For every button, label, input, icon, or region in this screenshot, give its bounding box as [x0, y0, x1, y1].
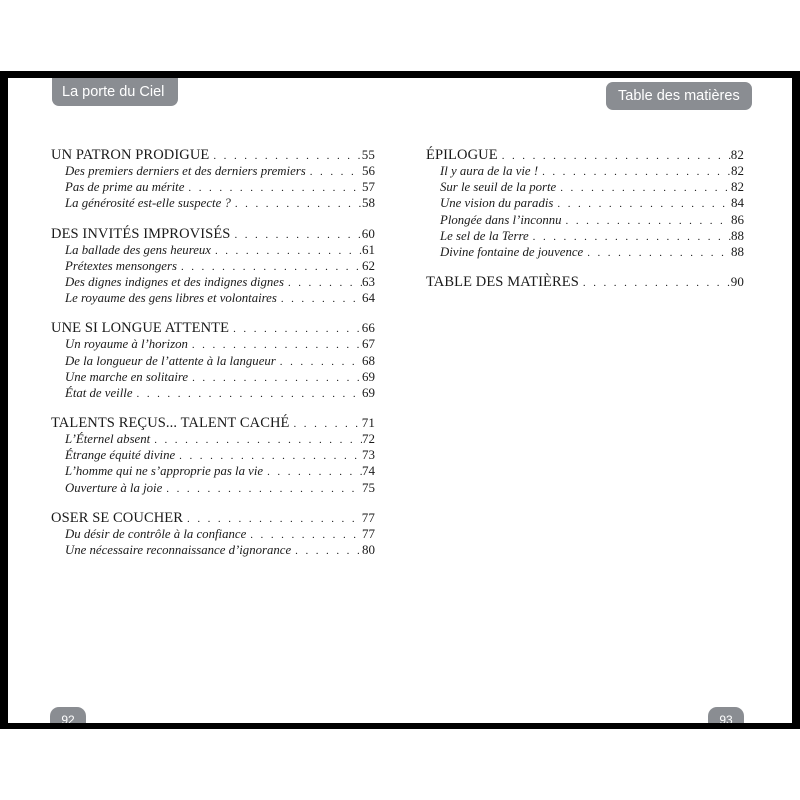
dot-leader — [188, 370, 362, 386]
toc-chapter-title: OSER SE COUCHER — [51, 509, 184, 526]
toc-subentry — [51, 447, 375, 463]
dot-leader — [231, 196, 362, 212]
toc-subentry — [51, 179, 375, 195]
toc-subentry-title: Le sel de la Terre — [440, 228, 529, 243]
toc-chapter-page: 60 — [361, 225, 375, 241]
toc-chapter — [51, 225, 375, 242]
toc-chapter-page: 77 — [361, 509, 375, 525]
dot-leader — [211, 243, 362, 259]
toc-subentry-page: 61 — [362, 241, 375, 257]
toc-subentry — [51, 385, 375, 401]
toc-subentry-page: 74 — [362, 463, 375, 479]
toc-subentry-page: 68 — [362, 352, 375, 368]
toc-chapter-title: TALENTS REÇUS... TALENT CACHÉ — [51, 415, 290, 432]
toc-subentry-page: 63 — [362, 273, 375, 289]
running-header-left: La porte du Ciel — [52, 78, 178, 106]
toc-subentry-page: 77 — [362, 525, 375, 541]
dot-leader — [284, 275, 362, 291]
dot-leader — [177, 259, 362, 275]
dot-leader — [306, 164, 362, 180]
toc-subentry-title: Du désir de contrôle à la confiance — [65, 526, 247, 541]
dot-leader — [277, 291, 362, 307]
toc-chapter — [51, 319, 375, 336]
toc-subentry-title: L’Éternel absent — [65, 432, 151, 447]
dot-leader — [229, 321, 362, 338]
book-spread — [8, 78, 792, 723]
toc-chapter — [426, 273, 744, 290]
toc-subentry — [51, 353, 375, 369]
dot-leader — [276, 354, 362, 370]
toc-subentry — [51, 480, 375, 496]
toc-chapter-page: 71 — [361, 415, 375, 431]
toc-subentry-title: La générosité est-elle suspecte ? — [65, 196, 231, 211]
page-number-right: 93 — [708, 707, 744, 723]
toc-section — [426, 146, 744, 260]
dot-leader — [538, 164, 731, 180]
toc-subentry — [426, 244, 744, 260]
toc-chapter-page: 90 — [730, 274, 744, 290]
toc-chapter-title: ÉPILOGUE — [426, 147, 498, 163]
toc-section — [51, 146, 375, 212]
dot-leader — [246, 527, 362, 543]
toc-chapter — [426, 146, 744, 163]
toc-subentry-title: Une marche en solitaire — [65, 369, 189, 384]
toc-chapter — [51, 509, 375, 526]
toc-chapter-page: 82 — [730, 147, 744, 162]
toc-subentry-page: 88 — [731, 243, 744, 259]
toc-subentry-title: Ouverture à la joie — [65, 480, 163, 495]
toc-subentry-page: 88 — [731, 227, 744, 243]
toc-subentry-page: 84 — [731, 195, 744, 211]
toc-subentry-title: De la longueur de l’attente à la langueur — [65, 353, 276, 368]
dot-leader — [263, 464, 362, 480]
toc-subentry-page: 69 — [362, 368, 375, 384]
toc-subentry-page: 86 — [731, 211, 744, 227]
page-number-left: 92 — [50, 707, 86, 723]
toc-section — [51, 319, 375, 401]
toc-subentry — [51, 258, 375, 274]
toc-subentry-page: 62 — [362, 257, 375, 273]
toc-subentry-title: Étrange équité divine — [65, 448, 176, 463]
dot-leader — [553, 196, 731, 212]
toc-subentry-title: L’homme qui ne s’approprie pas la vie — [65, 464, 264, 479]
toc-subentry-title: Prétextes mensongers — [65, 258, 177, 273]
toc-subentry — [51, 290, 375, 306]
dot-leader — [188, 337, 362, 353]
toc-chapter-title: UN PATRON PRODIGUE — [51, 147, 210, 163]
toc-subentry-page: 69 — [362, 384, 375, 400]
dot-leader — [291, 543, 362, 559]
toc-chapter-title: DES INVITÉS IMPROVISÉS — [51, 225, 231, 242]
toc-subentry — [51, 242, 375, 258]
toc-subentry — [426, 228, 744, 244]
toc-subentry-page: 57 — [362, 179, 375, 195]
toc-subentry-title: État de veille — [65, 385, 133, 400]
toc-subentry — [426, 179, 744, 195]
toc-chapter-page: 55 — [361, 147, 375, 162]
toc-subentry-title: Des premiers derniers et des derniers premiers — [65, 164, 306, 178]
page-frame — [0, 71, 800, 729]
toc-subentry-page: 82 — [731, 163, 744, 178]
toc-subentry-page: 82 — [731, 179, 744, 195]
toc-column-right — [426, 146, 744, 303]
toc-chapter-title: UNE SI LONGUE ATTENTE — [51, 320, 230, 337]
toc-subentry-title: Il y aura de la vie ! — [440, 164, 539, 178]
toc-chapter-title: TABLE DES MATIÈRES — [426, 274, 579, 291]
dot-leader — [175, 448, 362, 464]
toc-subentry — [51, 463, 375, 479]
toc-subentry-title: Une nécessaire reconnaissance d’ignorance — [65, 543, 292, 557]
toc-chapter — [51, 414, 375, 431]
toc-subentry — [51, 195, 375, 211]
toc-subentry — [426, 195, 744, 211]
dot-leader — [562, 213, 731, 229]
toc-subentry-page: 64 — [362, 290, 375, 306]
dot-leader — [162, 481, 362, 497]
toc-subentry-title: La ballade des gens heureux — [65, 242, 211, 257]
toc-subentry — [51, 336, 375, 352]
toc-subentry-title: Des dignes indignes et des indignes dignes — [65, 274, 284, 289]
toc-subentry-page: 58 — [362, 195, 375, 211]
toc-section — [51, 225, 375, 307]
toc-subentry-page: 75 — [362, 479, 375, 495]
toc-subentry-title: Plongée dans l’inconnu — [440, 212, 562, 227]
dot-leader — [579, 275, 731, 292]
toc-subentry — [426, 163, 744, 179]
dot-leader — [290, 416, 362, 433]
toc-column-left — [51, 146, 375, 571]
dot-leader — [556, 180, 731, 196]
toc-subentry-title: Sur le seuil de la porte — [440, 180, 557, 195]
dot-leader — [583, 245, 731, 261]
toc-subentry-page: 67 — [362, 336, 375, 352]
dot-leader — [230, 227, 361, 244]
toc-section — [426, 273, 744, 290]
toc-subentry — [51, 163, 375, 179]
toc-subentry — [51, 274, 375, 290]
toc-subentry-page: 72 — [362, 431, 375, 447]
toc-subentry — [51, 431, 375, 447]
toc-chapter — [51, 146, 375, 163]
dot-leader — [184, 180, 362, 196]
toc-subentry-title: Une vision du paradis — [440, 196, 554, 211]
toc-subentry-title: Divine fontaine de jouvence — [440, 244, 584, 259]
toc-subentry — [51, 542, 375, 558]
toc-subentry — [51, 369, 375, 385]
dot-leader — [133, 386, 362, 402]
running-header-right: Table des matières — [606, 82, 752, 110]
dot-leader — [150, 432, 362, 448]
toc-subentry-title: Un royaume à l’horizon — [65, 337, 188, 352]
toc-subentry — [51, 526, 375, 542]
toc-subentry-title: Le royaume des gens libres et volontaires — [65, 291, 277, 306]
toc-section — [51, 509, 375, 558]
dot-leader — [529, 229, 731, 245]
toc-subentry-title: Pas de prime au mérite — [65, 180, 185, 195]
toc-subentry-page: 73 — [362, 447, 375, 463]
toc-chapter-page: 66 — [361, 320, 375, 336]
toc-subentry — [426, 212, 744, 228]
toc-subentry-page: 80 — [362, 542, 375, 557]
toc-subentry-page: 56 — [362, 163, 375, 178]
toc-section — [51, 414, 375, 496]
